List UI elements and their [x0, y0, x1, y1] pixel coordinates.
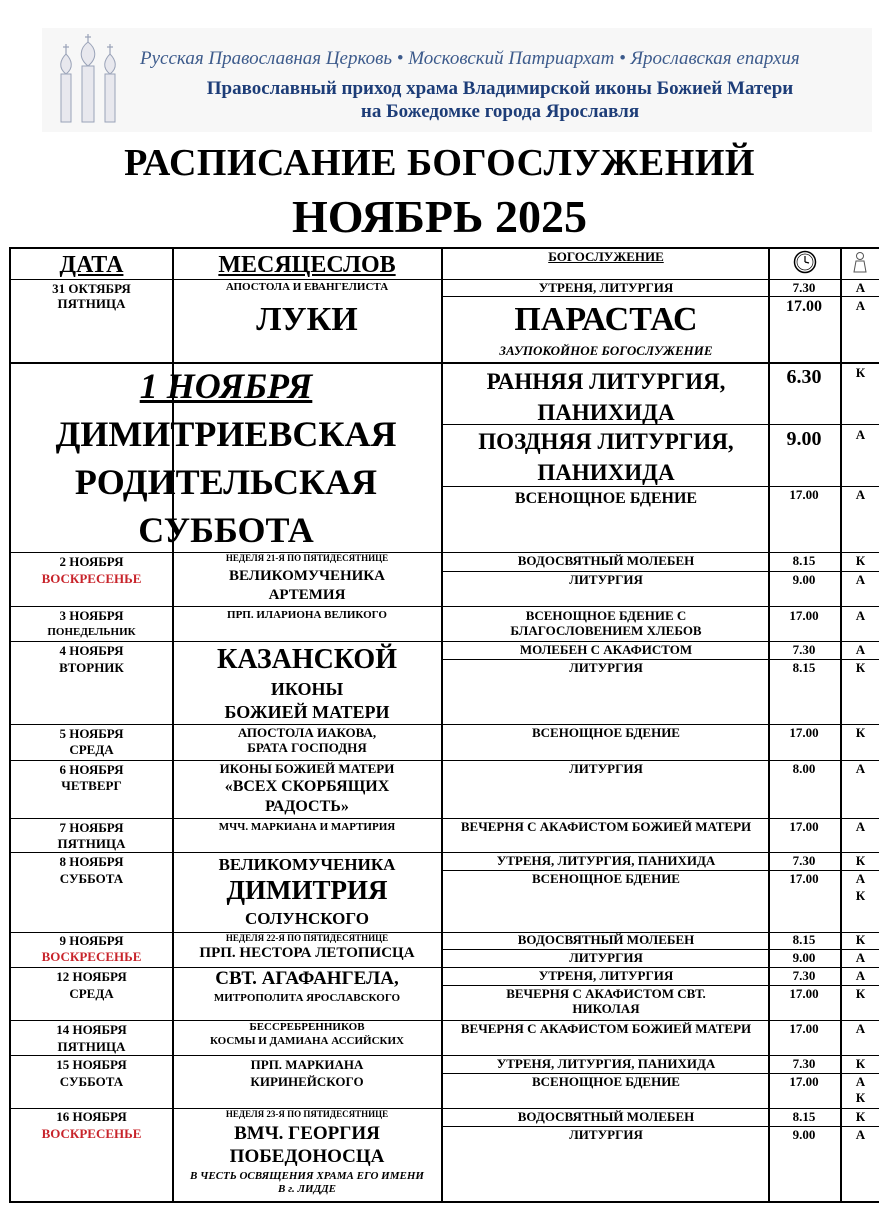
date-nov1: 1 НОЯБРЯ: [139, 366, 313, 406]
dow-oct31: ПЯТНИЦА: [57, 296, 126, 311]
priest-nov9-1: К: [855, 932, 866, 947]
time-nov7-1: 17.00: [789, 819, 819, 834]
date-nov2: 2 НОЯБРЯ: [59, 554, 124, 569]
time-nov4-2: 8.15: [792, 660, 816, 675]
saint-nov9: ПРП. НЕСТОРА ЛЕТОПИСЦА: [199, 945, 415, 961]
priest-nov8-1: К: [855, 853, 866, 868]
dow-nov3: ПОНЕДЕЛЬНИК: [47, 626, 136, 638]
time-nov2-1: 8.15: [792, 553, 816, 568]
date-oct31: 31 ОКТЯБРЯ: [52, 281, 131, 296]
time-oct31-2: 17.00: [786, 298, 822, 315]
priest-nov15-2a: А: [855, 1074, 866, 1089]
time-nov1-1: 6.30: [786, 366, 822, 388]
nov6-line1: ИКОНЫ БОЖИЕЙ МАТЕРИ: [219, 761, 395, 776]
week-nov2: НЕДЕЛЯ 21-Я ПО ПЯТИДЕСЯТНИЦЕ: [225, 553, 389, 563]
priest-nov15-2b: К: [855, 1090, 866, 1105]
service-oct31-2-sub: ЗАУПОКОЙНОЕ БОГОСЛУЖЕНИЕ: [499, 343, 713, 358]
priest-nov1-2: А: [855, 427, 866, 442]
priest-nov16-2: А: [855, 1127, 866, 1142]
service-nov14-1: ВЕЧЕРНЯ С АКАФИСТОМ БОЖИЕЙ МАТЕРИ: [460, 1021, 752, 1036]
service-nov16-2: ЛИТУРГИЯ: [569, 1127, 643, 1142]
time-oct31-1: 7.30: [792, 280, 816, 295]
time-nov12-1: 7.30: [792, 968, 816, 983]
column-header-date: ДАТА: [59, 252, 124, 278]
priest-nov2-2: А: [855, 572, 866, 587]
dow-nov7: ПЯТНИЦА: [57, 836, 126, 851]
service-oct31-1: УТРЕНЯ, ЛИТУРГИЯ: [538, 280, 674, 295]
saint-nov5: АПОСТОЛА ИАКОВА, БРАТА ГОСПОДНЯ: [237, 725, 377, 755]
dow-nov9: ВОСКРЕСЕНЬЕ: [41, 949, 142, 964]
date-nov8: 8 НОЯБРЯ: [59, 854, 124, 869]
header-line-city: на Божедомке города Ярославля: [360, 101, 640, 122]
priest-nov8-2b: К: [855, 888, 866, 903]
nov1-line3: СУББОТА: [138, 510, 314, 550]
header-line-church: Русская Православная Церковь • Московский Патриархат • Ярославская епархия: [140, 48, 800, 69]
priest-nov5-1: К: [855, 725, 866, 740]
time-nov1-2: 9.00: [786, 428, 822, 450]
page-title: РАСПИСАНИЕ БОГОСЛУЖЕНИЙ: [124, 142, 755, 184]
nov6-line2: «ВСЕХ СКОРБЯЩИХ: [224, 778, 390, 795]
time-nov8-1: 7.30: [792, 853, 816, 868]
priest-nov12-1: А: [855, 968, 866, 983]
service-nov4-1: МОЛЕБЕН С АКАФИСТОМ: [519, 642, 693, 657]
service-nov2-2: ЛИТУРГИЯ: [569, 572, 643, 587]
time-nov9-2: 9.00: [792, 950, 816, 965]
service-nov1-3: ВСЕНОЩНОЕ БДЕНИЕ: [514, 490, 698, 507]
time-nov12-2: 17.00: [789, 986, 819, 1001]
dow-nov15: СУББОТА: [59, 1074, 124, 1089]
priest-nov14-1: А: [855, 1021, 866, 1036]
time-nov14-1: 17.00: [789, 1021, 819, 1036]
time-nov1-3: 17.00: [789, 487, 819, 502]
dow-nov2: ВОСКРЕСЕНЬЕ: [41, 571, 142, 586]
month-title: НОЯБРЬ 2025: [292, 191, 587, 242]
saint-nov2: ВЕЛИКОМУЧЕНИКА АРТЕМИЯ: [228, 568, 386, 603]
service-nov16-1: ВОДОСВЯТНЫЙ МОЛЕБЕН: [517, 1109, 695, 1124]
nov4-line2: ИКОНЫ: [270, 679, 344, 699]
date-nov3: 3 НОЯБРЯ: [59, 608, 124, 623]
saint-nov7: МЧЧ. МАРКИАНА И МАРТИРИЯ: [218, 821, 396, 833]
dow-nov5: СРЕДА: [69, 742, 114, 757]
service-nov2-1: ВОДОСВЯТНЫЙ МОЛЕБЕН: [517, 553, 695, 568]
service-nov1-1: РАННЯЯ ЛИТУРГИЯ, ПАНИХИДА: [486, 369, 726, 425]
priest-nov15-1: К: [855, 1056, 866, 1071]
time-nov2-2: 9.00: [792, 572, 816, 587]
service-nov9-1: ВОДОСВЯТНЫЙ МОЛЕБЕН: [517, 932, 695, 947]
date-nov16: 16 НОЯБРЯ: [56, 1109, 127, 1124]
date-nov12: 12 НОЯБРЯ: [56, 969, 127, 984]
church-domes-icon: [52, 34, 124, 128]
nov4-line1: КАЗАНСКОЙ: [217, 644, 397, 675]
nov14-line2: КОСМЫ И ДАМИАНА АССИЙСКИХ: [209, 1035, 405, 1047]
nov15-line1: ПРП. МАРКИАНА: [250, 1057, 364, 1072]
nov6-line3: РАДОСТЬ»: [265, 798, 349, 815]
header-line-parish: Православный приход храма Владимирской иконы Божией Матери: [206, 78, 794, 99]
saint-nov12-small: МИТРОПОЛИТА ЯРОСЛАВСКОГО: [213, 992, 401, 1004]
week-nov9: НЕДЕЛЯ 22-Я ПО ПЯТИДЕСЯТНИЦЕ: [225, 933, 389, 943]
time-nov3-1: 17.00: [789, 608, 819, 623]
dow-nov12: СРЕДА: [69, 986, 114, 1001]
service-nov9-2: ЛИТУРГИЯ: [569, 950, 643, 965]
priest-nov6-1: А: [855, 761, 866, 776]
nov15-line2: КИРИНЕЙСКОГО: [250, 1074, 364, 1089]
service-nov12-2: ВЕЧЕРНЯ С АКАФИСТОМ СВТ. НИКОЛАЯ: [506, 986, 706, 1016]
nov16-note: В ЧЕСТЬ ОСВЯЩЕНИЯ ХРАМА ЕГО ИМЕНИ В г. ЛИДДЕ: [190, 1170, 424, 1195]
date-nov9: 9 НОЯБРЯ: [59, 933, 124, 948]
priest-nov16-1: К: [855, 1109, 866, 1124]
saint-nov12-big: СВТ. АГАФАНГЕЛА,: [215, 968, 399, 989]
time-nov8-2: 17.00: [789, 871, 819, 886]
nov8-line3: СОЛУНСКОГО: [244, 909, 370, 928]
nov8-line2: ДИМИТРИЯ: [226, 875, 388, 905]
time-nov5-1: 17.00: [789, 725, 819, 740]
column-header-service: БОГОСЛУЖЕНИЕ: [548, 249, 664, 264]
service-nov8-1: УТРЕНЯ, ЛИТУРГИЯ, ПАНИХИДА: [496, 853, 716, 868]
saint-oct31-big: ЛУКИ: [256, 301, 358, 338]
priest-nov7-1: А: [855, 819, 866, 834]
time-nov16-2: 9.00: [792, 1127, 816, 1142]
nov16-line1: ВМЧ. ГЕОРГИЯ: [234, 1123, 380, 1144]
service-nov6-1: ЛИТУРГИЯ: [569, 761, 643, 776]
nov8-line1: ВЕЛИКОМУЧЕНИКА: [218, 855, 396, 874]
service-nov15-1: УТРЕНЯ, ЛИТУРГИЯ, ПАНИХИДА: [496, 1056, 716, 1071]
service-nov8-2: ВСЕНОЩНОЕ БДЕНИЕ: [532, 871, 680, 886]
priest-nov1-3: А: [855, 487, 866, 502]
priest-nov3-1: А: [855, 608, 866, 623]
nov14-line1: БЕССРЕБРЕННИКОВ: [249, 1021, 365, 1033]
date-nov6: 6 НОЯБРЯ: [59, 762, 124, 777]
date-nov5: 5 НОЯБРЯ: [59, 726, 124, 741]
nov1-line1: ДИМИТРИЕВСКАЯ: [55, 414, 397, 454]
week-nov16: НЕДЕЛЯ 23-Я ПО ПЯТИДЕСЯТНИЦЕ: [225, 1109, 389, 1119]
time-nov6-1: 8.00: [792, 761, 816, 776]
time-nov4-1: 7.30: [792, 642, 816, 657]
time-nov16-1: 8.15: [792, 1109, 816, 1124]
time-nov15-1: 7.30: [792, 1056, 816, 1071]
service-nov15-2: ВСЕНОЩНОЕ БДЕНИЕ: [532, 1074, 680, 1089]
priest-oct31-1: А: [855, 280, 866, 295]
date-nov15: 15 НОЯБРЯ: [56, 1057, 127, 1072]
nov1-line2: РОДИТЕЛЬСКАЯ: [74, 462, 378, 502]
priest-nov12-2: К: [855, 986, 866, 1001]
column-header-calendar: МЕСЯЦЕСЛОВ: [218, 252, 396, 278]
saint-nov3: ПРП. ИЛАРИОНА ВЕЛИКОГО: [227, 609, 387, 621]
priest-nov4-1: А: [855, 642, 866, 657]
dow-nov4: ВТОРНИК: [59, 660, 124, 675]
nov16-line2: ПОБЕДОНОСЦА: [229, 1146, 385, 1167]
service-nov7-1: ВЕЧЕРНЯ С АКАФИСТОМ БОЖИЕЙ МАТЕРИ: [460, 819, 752, 834]
service-nov1-2: ПОЗДНЯЯ ЛИТУРГИЯ, ПАНИХИДА: [478, 429, 734, 485]
dow-nov14: ПЯТНИЦА: [57, 1039, 126, 1054]
dow-nov6: ЧЕТВЕРГ: [61, 778, 122, 793]
priest-nov4-2: К: [855, 660, 866, 675]
priest-nov2-1: К: [855, 553, 866, 568]
nov4-line3: БОЖИЕЙ МАТЕРИ: [224, 702, 390, 722]
service-nov12-1: УТРЕНЯ, ЛИТУРГИЯ: [538, 968, 674, 983]
priest-icon: [852, 250, 868, 274]
date-nov7: 7 НОЯБРЯ: [59, 820, 124, 835]
dow-nov8: СУББОТА: [59, 871, 124, 886]
service-nov5-1: ВСЕНОЩНОЕ БДЕНИЕ: [532, 725, 680, 740]
priest-nov9-2: А: [855, 950, 866, 965]
dow-nov16: ВОСКРЕСЕНЬЕ: [41, 1126, 142, 1141]
priest-oct31-2: А: [855, 298, 866, 313]
service-nov3-1: ВСЕНОЩНОЕ БДЕНИЕ С БЛАГОСЛОВЕНИЕМ ХЛЕБОВ: [510, 608, 702, 638]
saint-oct31-small: АПОСТОЛА И ЕВАНГЕЛИСТА: [225, 281, 389, 293]
service-oct31-2: ПАРАСТАС: [514, 301, 698, 338]
priest-nov8-2a: А: [855, 871, 866, 886]
time-nov15-2: 17.00: [789, 1074, 819, 1089]
clock-icon: [793, 250, 817, 274]
time-nov9-1: 8.15: [792, 932, 816, 947]
service-nov4-2: ЛИТУРГИЯ: [569, 660, 643, 675]
date-nov4: 4 НОЯБРЯ: [59, 643, 124, 658]
priest-nov1-1: К: [855, 365, 866, 380]
date-nov14: 14 НОЯБРЯ: [56, 1022, 127, 1037]
